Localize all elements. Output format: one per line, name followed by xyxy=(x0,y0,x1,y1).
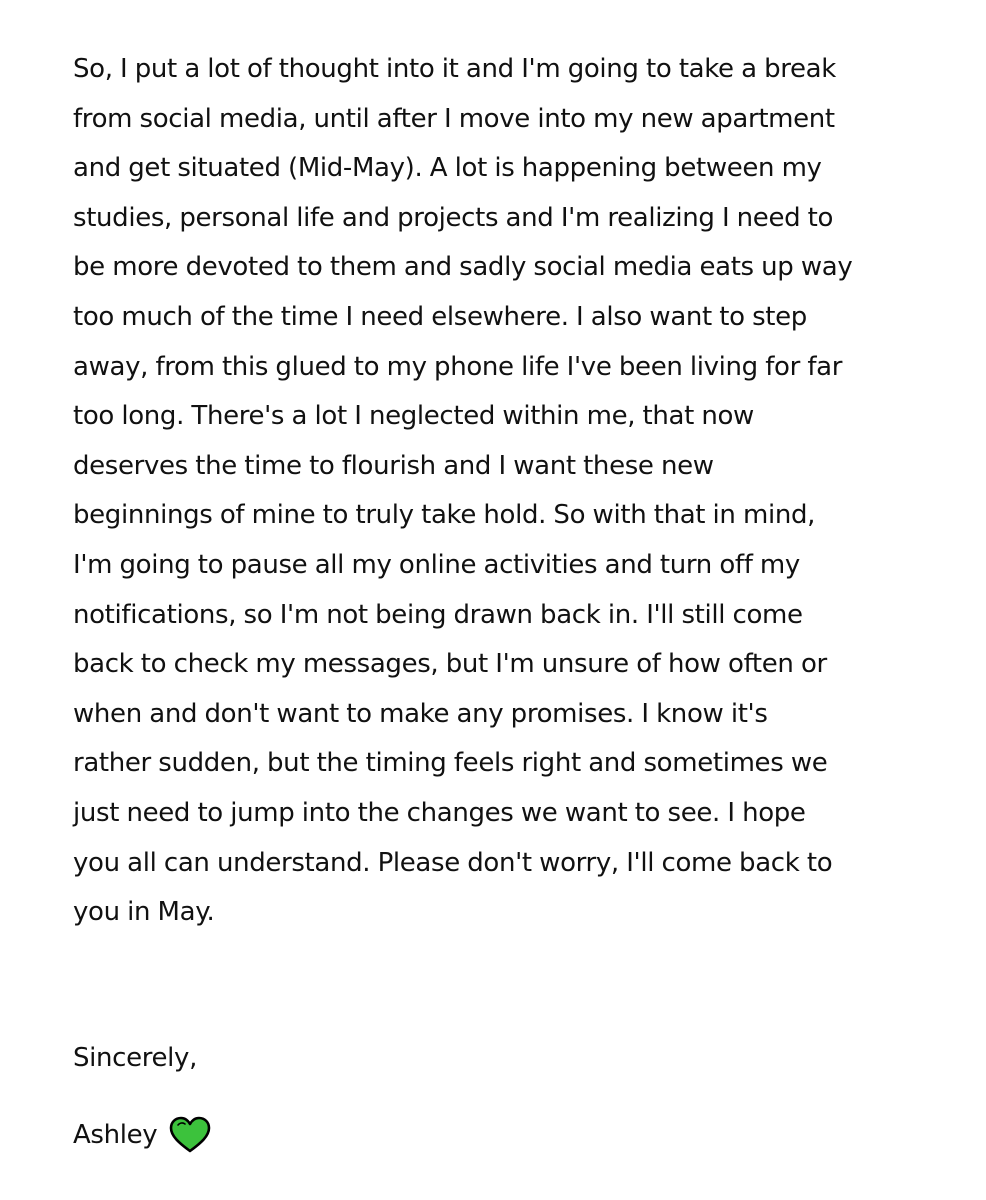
letter-line: rather sudden, but the timing feels right and sometimes we xyxy=(73,748,828,779)
letter-line: and get situated (Mid-May). A lot is happening between my xyxy=(73,153,822,184)
letter-line: deserves the time to flourish and I want these new xyxy=(73,450,714,481)
letter-line: too long. There's a lot I neglected within me, that now xyxy=(73,401,754,432)
letter-signature-row xyxy=(73,1113,211,1157)
letter-line: back to check my messages, but I'm unsure of how often or xyxy=(73,649,827,680)
letter-line: away, from this glued to my phone life I've been living for far xyxy=(73,351,843,382)
letter-line: from social media, until after I move into my new apartment xyxy=(73,103,835,134)
letter-line: you all can understand. Please don't worry, I'll come back to xyxy=(73,847,833,878)
letter-line: just need to jump into the changes we want to see. I hope xyxy=(73,797,806,828)
letter-line: too much of the time I need elsewhere. I also want to step xyxy=(73,301,807,332)
letter-line: beginnings of mine to truly take hold. So with that in mind, xyxy=(73,500,816,531)
letter-closing: Sincerely, xyxy=(73,1043,197,1073)
letter-line: studies, personal life and projects and I'm realizing I need to xyxy=(73,202,834,233)
letter-line: when and don't want to make any promises. I know it's xyxy=(73,698,768,729)
letter-line: I'm going to pause all my online activities and turn off my xyxy=(73,549,800,580)
signature-name: Ashley xyxy=(73,1120,158,1150)
letter-line: So, I put a lot of thought into it and I'm going to take a break xyxy=(73,54,836,84)
letter-line: notifications, so I'm not being drawn back in. I'll still come xyxy=(73,599,803,630)
letter-line: you in May. xyxy=(73,897,215,928)
letter-line: be more devoted to them and sadly social media eats up way xyxy=(73,252,853,283)
letter-body xyxy=(73,45,933,938)
green-heart-icon xyxy=(169,1116,211,1154)
